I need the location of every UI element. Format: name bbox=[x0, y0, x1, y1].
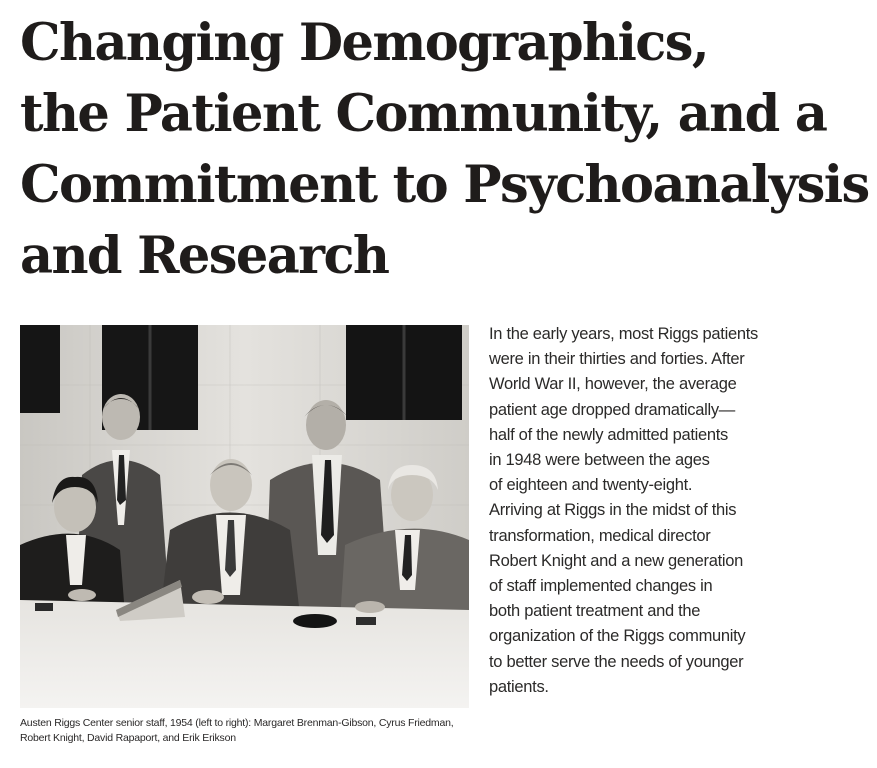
body-line: of eighteen and twenty-eight. bbox=[489, 476, 693, 495]
photo-illustration bbox=[20, 325, 469, 708]
body-line: Robert Knight and a new generation bbox=[489, 551, 743, 570]
body-line: half of the newly admitted patients bbox=[489, 425, 728, 444]
body-line: In the early years, most Riggs patients bbox=[489, 325, 758, 343]
body-line: in 1948 were between the ages bbox=[489, 451, 710, 470]
body-line: were in their thirties and forties. After bbox=[489, 350, 745, 369]
body-line: patients. bbox=[489, 677, 549, 696]
body-line: to better serve the needs of younger bbox=[489, 652, 744, 671]
body-line: patient age dropped dramatically— bbox=[489, 400, 736, 419]
body-line: transformation, medical director bbox=[489, 526, 711, 545]
body-paragraph bbox=[489, 322, 869, 700]
title-line: and Research bbox=[20, 226, 389, 286]
table bbox=[20, 600, 469, 708]
body-line: both patient treatment and the bbox=[489, 602, 701, 621]
staff-group-photo bbox=[20, 325, 469, 708]
body-line: of staff implemented changes in bbox=[489, 577, 713, 596]
body-line: Arriving at Riggs in the midst of this bbox=[489, 501, 737, 520]
title-line: Commitment to Psychoanalysis bbox=[20, 155, 869, 215]
title-line: the Patient Community, and a bbox=[20, 84, 827, 144]
window-left bbox=[20, 325, 60, 413]
body-line: organization of the Riggs community bbox=[489, 627, 746, 646]
photo-caption: Austen Riggs Center senior staff, 1954 (left to right): Margaret Brenman-Gibson, Cyrus Friedman, Robert Knight, David Rapaport, and Erik Erikson bbox=[20, 717, 454, 744]
body-line: World War II, however, the average bbox=[489, 375, 737, 394]
page-title bbox=[20, 8, 869, 292]
title-line: Changing Demographics, bbox=[20, 13, 708, 73]
ashtray bbox=[293, 614, 337, 628]
